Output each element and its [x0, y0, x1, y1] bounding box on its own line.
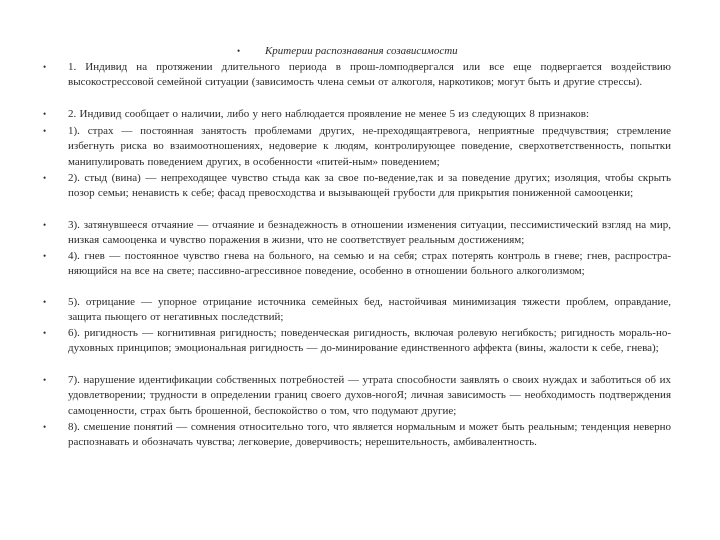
list-bullet: • [43, 220, 47, 230]
title-bullet: • [237, 46, 241, 56]
list-bullet: • [43, 62, 47, 72]
list-bullet: • [43, 173, 47, 183]
list-item-text: 3). затянувшееся отчаяние — отчаяние и безнадежность в отношении изменения ситуации, пессимистический взгляд на мир, низкая самооценка и чувство поражения в жизни, что не соответствует реальным достижениям; [68, 219, 671, 247]
document-title: Критерии распознавания созависимости [265, 45, 458, 57]
list-item-text: 2). стыд (вина) — непреходящее чувство стыда как за свое по-ведение,так и за поведение других; изоляция, чтобы скрыть позор семьи; ненависть к себе; фасад превосходства и вызывающей грубости для прикрытия пониженной самооценки; [68, 172, 671, 200]
list-item-text: 7). нарушение идентификации собственных потребностей — утрата способности заявлять о своих нуждах и заботиться об их удовлетворении; трудности в определении границ своего духов-ногоЯ; личная зависимость — необходимость подтверждения самоценности, страх быть брошенной, беспокойство о том, что подумают другие; [68, 374, 671, 417]
list-bullet: • [43, 328, 47, 338]
list-bullet: • [43, 126, 47, 136]
list-item-text: 8). смешение понятий — сомнения относительно того, что является нормальным и может быть реальным; тенденция неверно распознавать и обозначать чувства; легковерие, доверчивость; нерешительность, амбивалентность. [68, 421, 671, 449]
list-item-text: 1). страх — постоянная занятость проблемами других, не-преходящаятревога, неприятные предчувствия; стремление избегнуть риска во взаимоотношениях, недоверие к людям, контролирующее поведение, сверхответственность, попытки манипулировать поведением других, в особенности «питей-ным» поведением; [68, 125, 671, 168]
list-item-text: 2. Индивид сообщает о наличии, либо у него наблюдается проявление не менее 5 из следующих 8 признаков: [68, 108, 590, 120]
list-bullet: • [43, 375, 47, 385]
list-bullet: • [43, 109, 47, 119]
list-bullet: • [43, 297, 47, 307]
list-item-text: 4). гнев — постоянное чувство гнева на больного, на семью и на себя; страх потерять контроль в гневе; гнев, распростра-няющийся на все на свете; пассивно-агрессивное поведение, особенно в отношении больного алкоголизмом; [68, 250, 671, 278]
list-item-text: 1. Индивид на протяжении длительного периода в прош-ломподвергался или все еще подвергается воздействию высокострессовой семейной ситуации (зависимость члена семьи от алкоголя, наркотиков; могут быть и другие стрессы). [68, 61, 671, 89]
title-row [40, 44, 680, 58]
list-bullet: • [43, 251, 47, 261]
list-item-text: 5). отрицание — упорное отрицание источника семейных бед, настойчивая минимизация тяжести проблем, оправдание, защита пьющего от негативных последствий; [68, 296, 671, 324]
list-item-text: 6). ригидность — когнитивная ригидность; поведенческая ригидность, включая ролевую негибкость; ригидность мораль-но-духовных принципов; эмоциональная ригидность — до-минирование единственного аффекта (вины, жалости к себе, гнева); [68, 327, 671, 355]
list-bullet: • [43, 422, 47, 432]
